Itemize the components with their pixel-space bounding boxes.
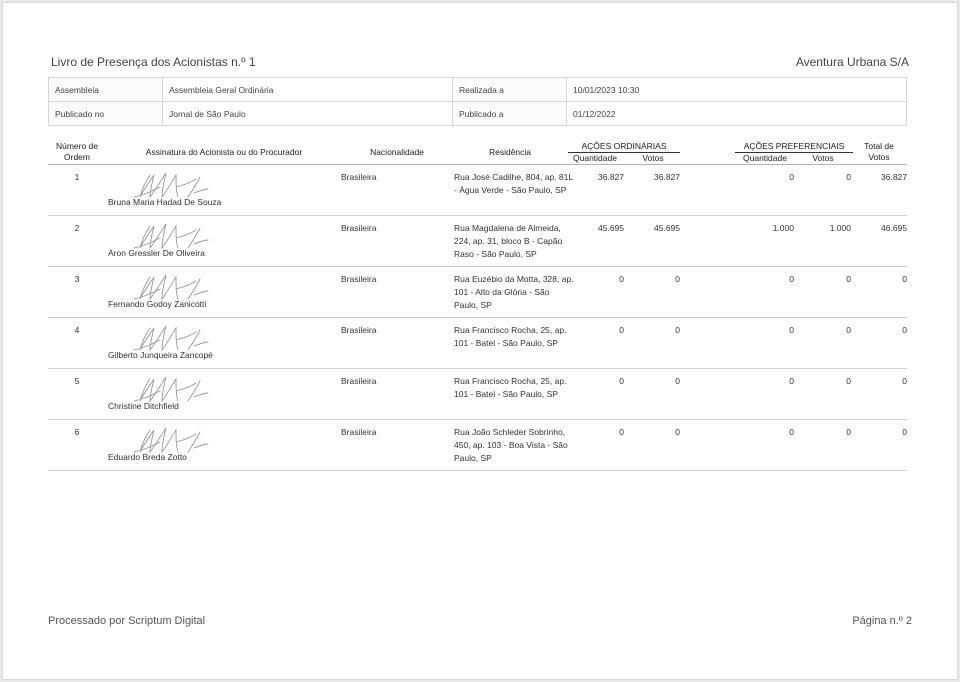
row-ordem: 2 (74, 223, 80, 233)
header-assinatura: Assinatura do Acionista ou do Procurador (145, 147, 303, 157)
row-pref-quantidade: 0 (789, 274, 794, 284)
signature-image (130, 320, 210, 354)
realizada-value: 10/01/2023 10:30 (567, 78, 907, 102)
row-nacionalidade: Brasileira (341, 325, 377, 335)
table-row (48, 216, 907, 267)
row-nome: Bruna Maria Hadad De Souza (108, 197, 222, 207)
row-pref-votos: 0 (846, 376, 851, 386)
row-total-votos: 0 (902, 427, 907, 437)
company-name: Aventura Urbana S/A (795, 55, 909, 69)
row-ord-quantidade: 36.827 (598, 172, 624, 182)
row-ordem: 4 (74, 325, 80, 335)
header-ord-votos: Votos (642, 153, 664, 163)
row-residencia: Rua Euzébio da Motta, 328, ap. 101 - Alto da Glória - São Paulo, SP (454, 274, 574, 310)
signature-image (130, 167, 210, 201)
row-residencia: Rua José Cadilhe, 804, ap. 81L - Água Verde - São Paulo, SP (454, 172, 573, 195)
row-ord-votos: 0 (675, 376, 680, 386)
row-nome: Christine Ditchfield (108, 401, 179, 411)
row-residencia: Rua João Schleder Sobrinho, 450, ap. 103 - Boa Vista - São Paulo, SP (454, 427, 568, 463)
row-pref-votos: 0 (846, 172, 851, 182)
row-pref-quantidade: 1.000 (772, 223, 794, 233)
row-pref-votos: 0 (846, 427, 851, 437)
row-nacionalidade: Brasileira (341, 172, 377, 182)
publicado-a-label: Publicado a (453, 102, 567, 126)
document-title: Livro de Presença dos Acionistas n.º 1 (51, 55, 256, 69)
row-ordem: 3 (74, 274, 80, 284)
row-nacionalidade: Brasileira (341, 223, 377, 233)
footer-page-number: Página n.º 2 (852, 615, 912, 627)
header-total-line2: Votos (868, 152, 890, 162)
header-pref-quantidade: Quantidade (743, 153, 787, 163)
row-nome: Eduardo Breda Zotto (108, 452, 187, 462)
table-row (48, 318, 907, 369)
header-ordem (48, 141, 106, 163)
row-nome: Fernando Godoy Zanicotti (108, 299, 207, 309)
assembleia-value: Assembleia Geral Ordinária (163, 78, 453, 102)
row-ordem: 6 (74, 427, 80, 437)
row-ord-quantidade: 0 (619, 376, 624, 386)
row-total-votos: 0 (902, 376, 907, 386)
publicado-no-value: Jornal de São Paulo (163, 102, 453, 126)
row-ord-votos: 45.695 (654, 223, 680, 233)
publicado-no-label: Publicado no (49, 102, 163, 126)
publicado-a-value: 01/12/2022 (567, 102, 907, 126)
header-acoes-preferenciais: AÇÕES PREFERENCIAIS (735, 141, 853, 153)
row-total-votos: 46.695 (881, 223, 907, 233)
row-total-votos: 0 (902, 325, 907, 335)
row-nome: Gilberto Junqueira Zancopé (108, 350, 213, 360)
row-ord-votos: 0 (675, 427, 680, 437)
signature-image (130, 269, 210, 303)
footer-processed-by: Processado por Scriptum Digital (48, 615, 206, 627)
row-total-votos: 0 (902, 274, 907, 284)
signature-image (130, 371, 210, 405)
header-total-line1: Total de (864, 141, 894, 151)
row-residencia: Rua Francisco Rocha, 25, ap. 101 - Batel - São Paulo, SP (454, 376, 567, 399)
row-nacionalidade: Brasileira (341, 427, 377, 437)
row-pref-quantidade: 0 (789, 376, 794, 386)
row-residencia: Rua Francisco Rocha, 25, ap. 101 - Batel - São Paulo, SP (454, 325, 567, 348)
row-pref-quantidade: 0 (789, 325, 794, 335)
row-ord-votos: 36.827 (654, 172, 680, 182)
assembleia-label: Assembleia (49, 78, 163, 102)
row-ordem: 5 (74, 376, 80, 386)
shareholder-rows (48, 165, 907, 471)
row-pref-votos: 0 (846, 325, 851, 335)
header-residencia: Residência (488, 147, 532, 157)
row-nacionalidade: Brasileira (341, 376, 377, 386)
header-nacionalidade: Nacionalidade (370, 147, 424, 157)
row-ordem: 1 (74, 172, 80, 182)
realizada-label: Realizada a (453, 78, 567, 102)
row-ord-quantidade: 0 (619, 325, 624, 335)
row-nome: Aron Gressler De Oliveira (108, 248, 205, 258)
table-row (48, 420, 907, 471)
row-pref-quantidade: 0 (789, 172, 794, 182)
header-acoes-ordinarias: AÇÕES ORDINÁRIAS (568, 141, 680, 153)
table-row (48, 267, 907, 318)
signature-image (130, 422, 210, 456)
header-total-votos (855, 141, 903, 163)
row-residencia: Rua Magdalena de Almeida, 224, ap. 31, bloco B - Capão Raso - São Paulo, SP (454, 223, 563, 259)
meeting-info-table (48, 77, 907, 126)
header-pref-votos: Votos (812, 153, 834, 163)
header-ord-quantidade: Quantidade (573, 153, 617, 163)
row-total-votos: 36.827 (881, 172, 907, 182)
row-ord-quantidade: 0 (619, 274, 624, 284)
signature-image (130, 218, 210, 252)
row-ord-quantidade: 45.695 (598, 223, 624, 233)
table-row (48, 165, 907, 216)
header-ordem-line2: Ordem (64, 152, 90, 162)
row-pref-quantidade: 0 (789, 427, 794, 437)
row-pref-votos: 0 (846, 274, 851, 284)
row-nacionalidade: Brasileira (341, 274, 377, 284)
row-ord-votos: 0 (675, 274, 680, 284)
row-ord-votos: 0 (675, 325, 680, 335)
table-row (48, 369, 907, 420)
header-ordem-line1: Número de (55, 141, 99, 151)
row-ord-quantidade: 0 (619, 427, 624, 437)
row-pref-votos: 1.000 (829, 223, 851, 233)
